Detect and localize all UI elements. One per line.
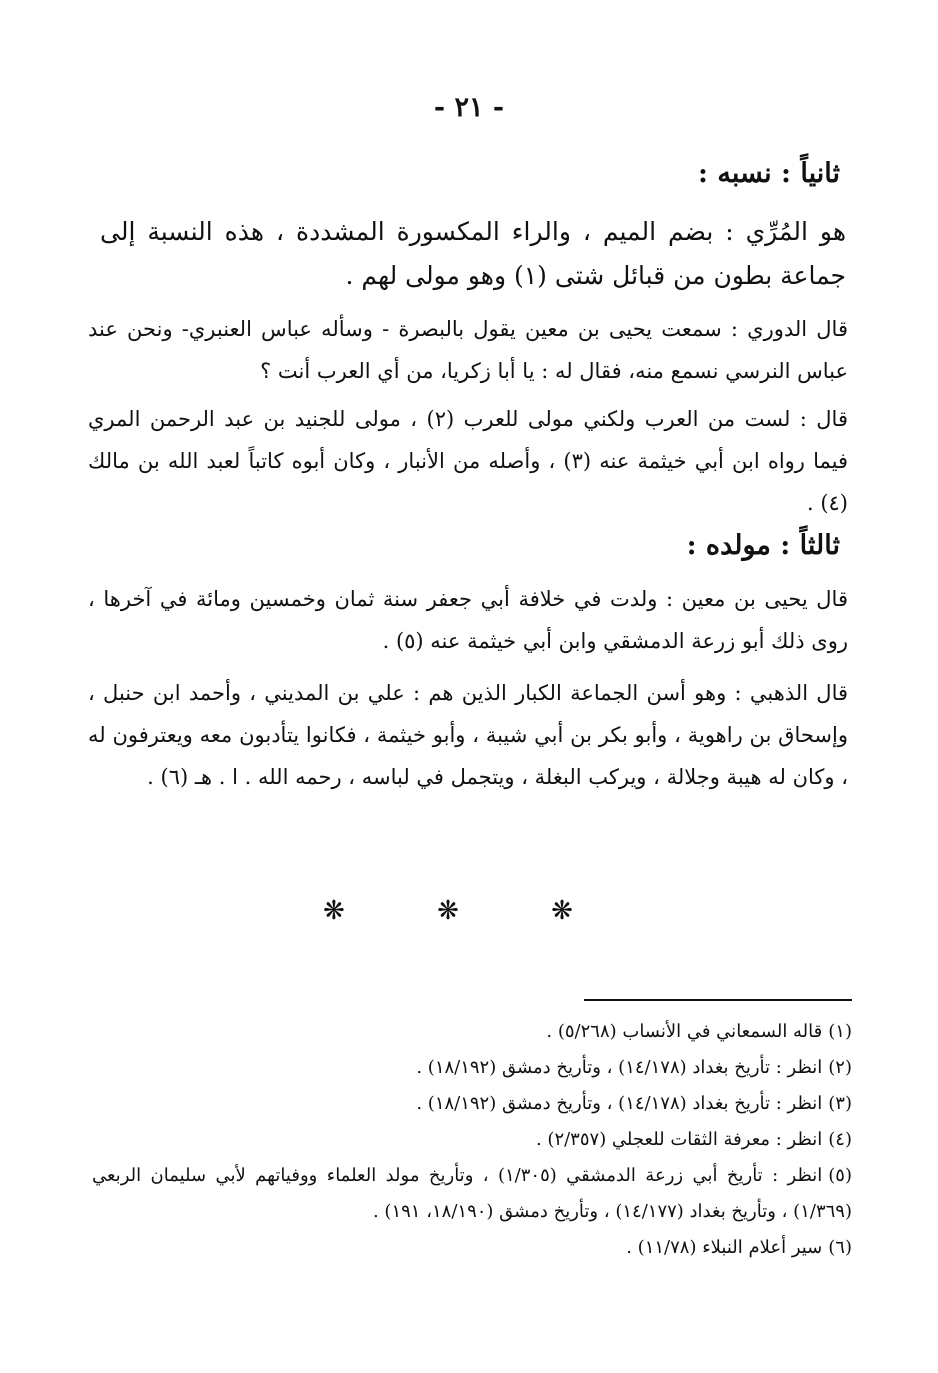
footnote-text: قاله السمعاني في الأنساب (٥/٢٦٨) . — [546, 1021, 823, 1042]
footnote-list — [92, 1014, 852, 1266]
heading-birth: ثالثاً : مولده : — [686, 530, 840, 561]
footnote-number: (٢) — [828, 1057, 852, 1078]
paragraph-birth: قال يحيى بن معين : ولدت في خلافة أبي جعفر سنة ثمان وخمسين ومائة في آخرها ، روى ذلك أبو زرعة الدمشقي وابن أبي خيثمة عنه (٥) . — [88, 587, 848, 653]
footnote-number: (٥) — [828, 1165, 852, 1186]
footnote — [92, 1230, 852, 1266]
footnote — [92, 1086, 852, 1122]
footnote — [92, 1014, 852, 1050]
footnote-divider — [584, 999, 852, 1001]
footnote-text: انظر : معرفة الثقات للعجلي (٢/٣٥٧) . — [535, 1129, 823, 1150]
footnote-text: انظر : تأريخ أبي زرعة الدمشقي (١/٣٠٥) ، وتأريخ مولد العلماء ووفياتهم لأبي سليمان الربعي (١/٣٦٩) ، وتأريخ بغداد (١٤/١٧٧) ، وتأريخ دمشق (١٨/١٩٠، ١٩١) . — [92, 1165, 852, 1222]
section-separator: ❋ ❋ ❋ — [323, 896, 615, 926]
footnote — [92, 1122, 852, 1158]
footnote — [92, 1050, 852, 1086]
footnote-number: (٦) — [828, 1237, 852, 1258]
page-number: - ٢١ - — [433, 92, 505, 123]
footnote-number: (١) — [828, 1021, 852, 1042]
footnote-text: انظر : تأريخ بغداد (١٤/١٧٨) ، وتأريخ دمشق (١٨/١٩٢) . — [416, 1057, 823, 1078]
footnote — [92, 1158, 852, 1230]
footnote-text: سير أعلام النبلاء (١١/٧٨) . — [626, 1237, 823, 1258]
paragraph-dhahabi: قال الذهبي : وهو أسن الجماعة الكبار الذين هم : علي بن المديني ، وأحمد ابن حنبل ، وإسحاق بن راهوية ، وأبو بكر بن أبي شيبة ، وأبو خيثمة ، فكانوا يتأدبون معه ويعترفون له ، وكان له هيبة وجلالة ، ويركب البغلة ، ويتجمل في لباسه ، رحمه الله . ا . هـ (٦) . — [88, 681, 848, 789]
heading-lineage: ثانياً : نسبه : — [698, 158, 840, 189]
footnote-text: انظر : تأريخ بغداد (١٤/١٧٨) ، وتأريخ دمشق (١٨/١٩٢) . — [416, 1093, 823, 1114]
paragraph-reply: قال : لست من العرب ولكني مولى للعرب (٢) ، مولى للجنيد بن عبد الرحمن المري فيما رواه ابن أبي خيثمة عنه (٣) ، وأصله من الأنبار ، وكان أبوه كاتباً لعبد الله بن مالك (٤) . — [88, 407, 848, 515]
paragraph-lineage: هو المُرِّي : بضم الميم ، والراء المكسورة المشددة ، هذه النسبة إلى جماعة بطون من قبائل شتى (١) وهو مولى لهم . — [100, 217, 846, 290]
footnote-number: (٤) — [828, 1129, 852, 1150]
paragraph-duri: قال الدوري : سمعت يحيى بن معين يقول بالبصرة - وسأله عباس العنبري- ونحن عند عباس النرسي نسمع منه، فقال له : يا أبا زكريا، من أي العرب أنت ؟ — [88, 317, 848, 383]
footnote-number: (٣) — [828, 1093, 852, 1114]
